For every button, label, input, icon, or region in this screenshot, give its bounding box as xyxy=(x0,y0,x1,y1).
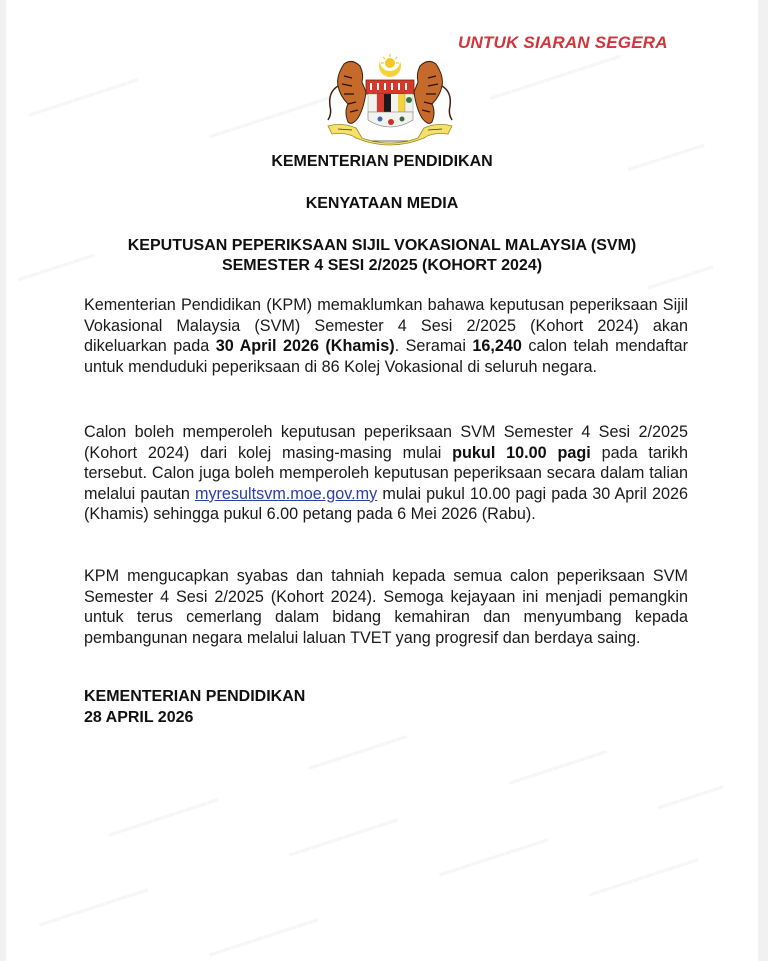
coat-of-arms-icon xyxy=(322,52,458,148)
text-run: Calon boleh memperoleh keputusan peperiksaan SVM Semester 4 Sesi 2/2025 (Kohort 2024) dari kolej masing-masing mulai xyxy=(84,423,688,462)
title-line-2: SEMESTER 4 SESI 2/2025 (KOHORT 2024) xyxy=(221,257,543,274)
document-type-heading: KENYATAAN MEDIA xyxy=(305,195,459,212)
ministry-heading: KEMENTERIAN PENDIDIKAN xyxy=(271,153,493,170)
document-page xyxy=(6,0,758,961)
text-run: pada tarikh tersebut. Calon juga boleh memperoleh keputusan peperiksaan secara dalam talian melalui pautan xyxy=(84,443,688,503)
paragraph-collection-details xyxy=(84,422,688,525)
release-time: pukul 10.00 pagi xyxy=(452,443,591,462)
candidate-count: 16,240 xyxy=(472,337,522,356)
release-tag: UNTUK SIARAN SEGERA xyxy=(458,33,668,52)
signoff-block xyxy=(84,686,305,728)
press-release-title xyxy=(6,236,758,276)
text-run: . Seramai xyxy=(394,337,473,356)
paragraph-congratulations: KPM mengucapkan syabas dan tahniah kepada semua calon peperiksaan SVM Semester 4 Sesi 2/2025 (Kohort 2024). Semoga kejayaan ini menjadi pemangkin untuk terus cemerlang dalam bidang kemahiran dan menyumbang kepada pembangunan negara melalui laluan TVET yang progresif dan berdaya saing. xyxy=(84,567,688,647)
results-portal-link[interactable]: myresultsvm.moe.gov.my xyxy=(194,484,378,503)
paragraph-announcement xyxy=(84,295,688,377)
release-date: 30 April 2026 (Khamis) xyxy=(215,337,395,356)
text-run: Kementerian Pendidikan (KPM) memaklumkan bahawa keputusan peperiksaan Sijil Vokasional Malaysia (SVM) Semester 4 Sesi 2/2025 (Kohort 2024) akan dikeluarkan pada xyxy=(84,296,688,356)
title-line-1: KEPUTUSAN PEPERIKSAAN SIJIL VOKASIONAL MALAYSIA (SVM) xyxy=(127,237,637,254)
signoff-date: 28 APRIL 2026 xyxy=(84,709,194,726)
text-run: calon telah mendaftar untuk menduduki peperiksaan di 86 Kolej Vokasional di seluruh negara. xyxy=(84,337,688,376)
signoff-organization: KEMENTERIAN PENDIDIKAN xyxy=(84,688,306,705)
text-run: mulai pukul 10.00 pagi pada 30 April 2026 (Khamis) sehingga pukul 6.00 petang pada 6 Mei 2026 (Rabu). xyxy=(84,484,688,524)
